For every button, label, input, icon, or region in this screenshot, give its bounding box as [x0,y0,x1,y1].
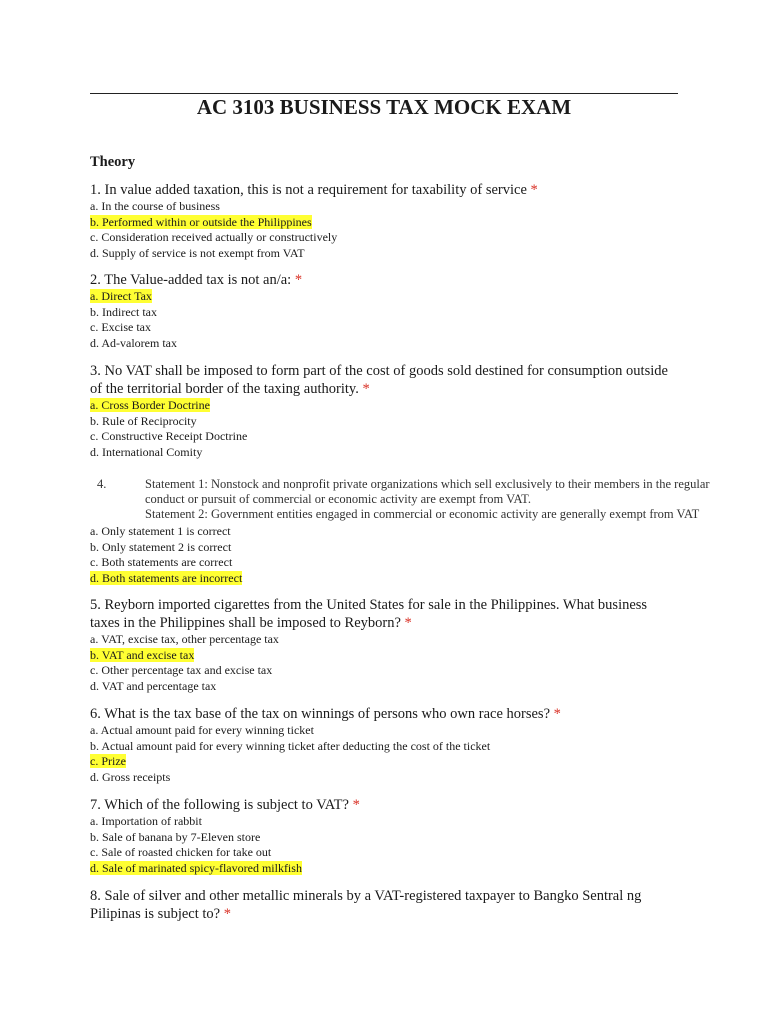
question-text: 1. In value added taxation, this is not a requirement for taxability of service * [90,182,538,198]
question-text: 6. What is the tax base of the tax on winnings of persons who own race horses? * [90,706,561,722]
statement-1: Statement 1: Nonstock and nonprofit private organizations which sell exclusively to their members in the regular conduct or pursuit of commercial or economic activity are exempt from VAT. [145,477,710,506]
option-b: b. Sale of banana by 7-Eleven store [90,829,261,844]
question-4-options [90,524,690,586]
option-c: c. Other percentage tax and excise tax [90,663,273,677]
option-b: b. Actual amount paid for every winning ticket after deducting the cost of the ticket [90,738,491,753]
option-a: a. Actual amount paid for every winning ticket [90,723,314,737]
page-title: AC 3103 BUSINESS TAX MOCK EXAM [196,95,572,119]
question-3 [90,362,670,460]
option-a: a. VAT, excise tax, other percentage tax [90,632,279,646]
option-a-answer: a. Direct Tax [90,289,152,303]
question-7 [90,796,690,876]
option-c: c. Consideration received actually or constructively [90,230,338,244]
question-text: 8. Sale of silver and other metallic minerals by a VAT-registered taxpayer to Bangko Sentral ng Pilipinas is subject to? * [90,888,642,922]
option-d: d. Ad-valorem tax [90,335,177,350]
option-c: c. Both statements are correct [90,555,233,569]
question-2 [90,271,690,351]
question-text: 2. The Value-added tax is not an/a: * [90,272,303,288]
question-4-statements [90,477,768,523]
option-d: d. Supply of service is not exempt from VAT [90,245,305,260]
option-d: d. VAT and percentage tax [90,678,217,693]
required-marker: * [530,182,538,198]
option-d: d. International Comity [90,444,203,459]
option-a: a. In the course of business [90,199,220,213]
question-5 [90,596,650,694]
question-text: 5. Reyborn imported cigarettes from the United States for sale in the Philippines. What business taxes in the Philippines shall be imposed to Reyborn? * [90,597,648,631]
question-1 [90,181,690,261]
question-6 [90,705,690,785]
required-marker: * [352,797,360,813]
option-c: c. Constructive Receipt Doctrine [90,429,248,443]
option-d: d. Gross receipts [90,769,171,784]
statement-2: Statement 2: Government entities engaged in commercial or economic activity are generally exempt from VAT [145,507,700,521]
option-d-answer: d. Both statements are incorrect [90,570,243,585]
required-marker: * [553,706,561,722]
option-b: b. Indirect tax [90,304,157,319]
question-text: 3. No VAT shall be imposed to form part of the cost of goods sold destined for consumption outside of the territorial border of the taxing authority. * [90,363,668,397]
option-c: c. Excise tax [90,320,151,334]
section-heading: Theory [90,154,136,170]
required-marker: * [223,906,231,922]
question-8 [90,887,670,923]
option-d-answer: d. Sale of marinated spicy-flavored milkfish [90,860,302,875]
question-text: 7. Which of the following is subject to VAT? * [90,797,360,813]
question-number: 4. [97,477,107,491]
option-b: b. Rule of Reciprocity [90,413,197,428]
option-b: b. Only statement 2 is correct [90,539,232,554]
option-b-answer: b. VAT and excise tax [90,647,195,662]
required-marker: * [294,272,303,288]
option-a: a. Importation of rabbit [90,814,202,828]
option-b-answer: b. Performed within or outside the Philippines [90,214,312,229]
option-c-answer: c. Prize [90,754,126,768]
option-a-answer: a. Cross Border Doctrine [90,398,210,412]
required-marker: * [362,381,370,397]
option-c: c. Sale of roasted chicken for take out [90,845,272,859]
required-marker: * [404,615,412,631]
option-a: a. Only statement 1 is correct [90,524,231,538]
